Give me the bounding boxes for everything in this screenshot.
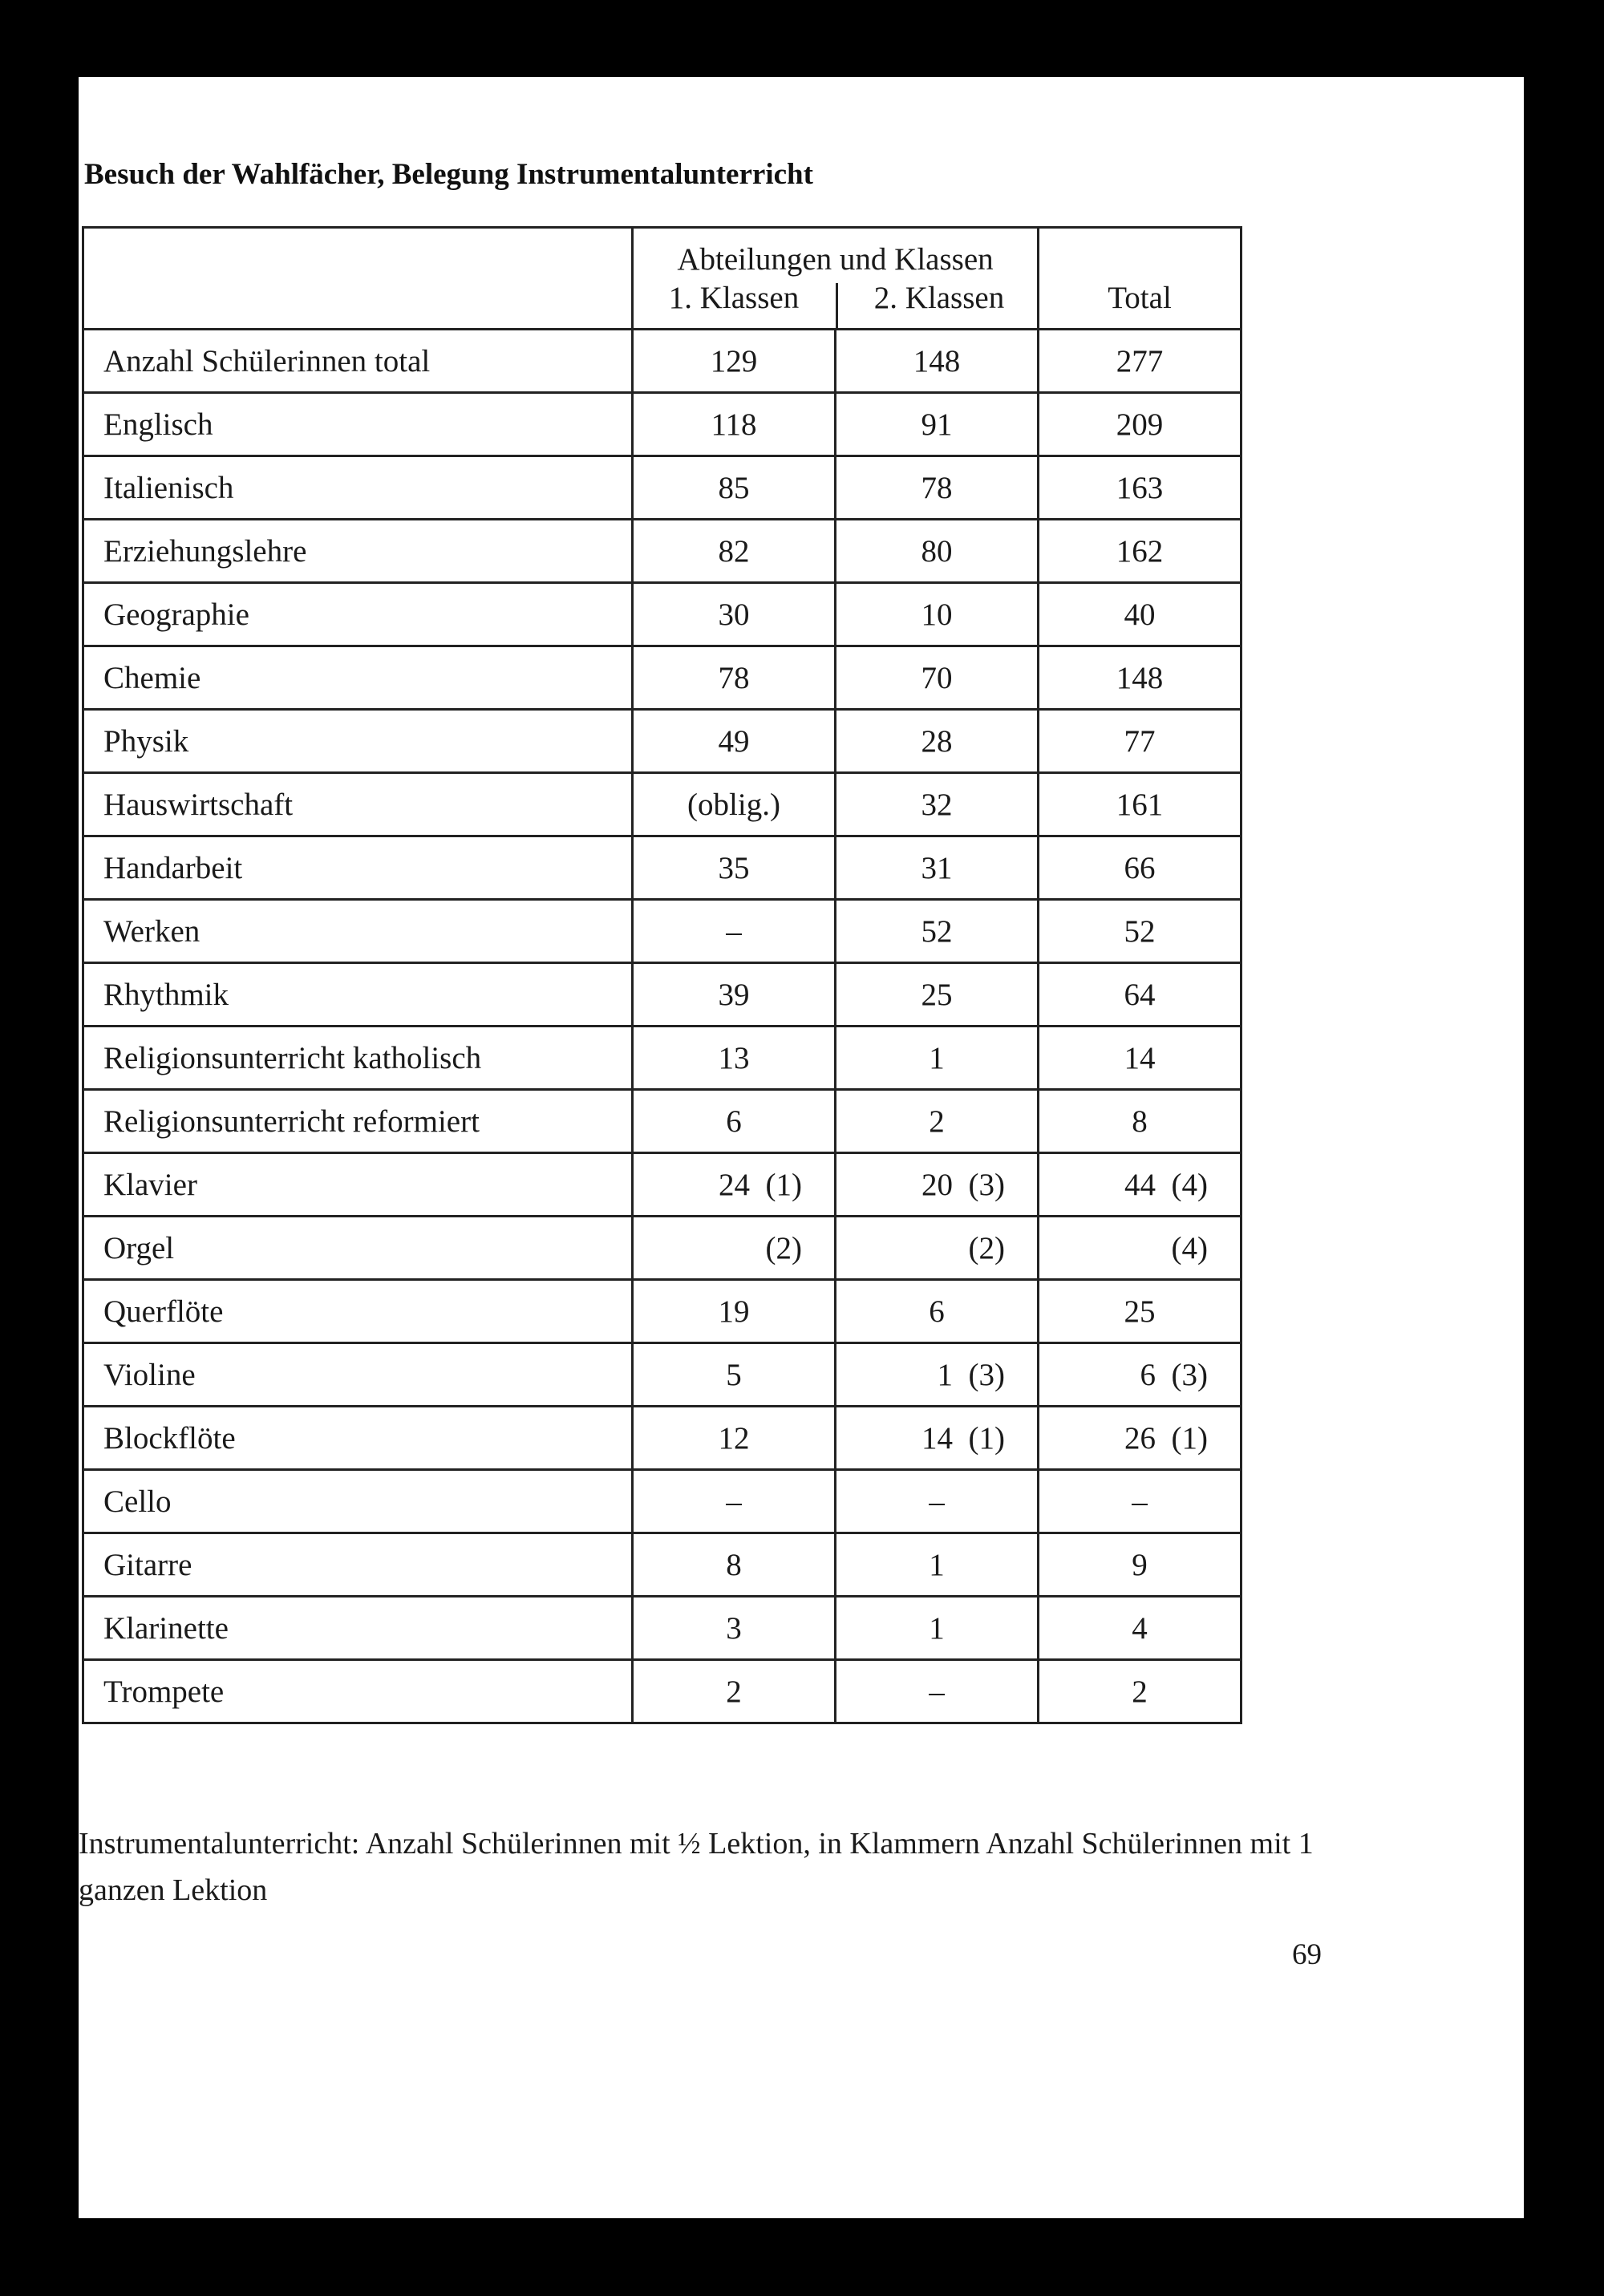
page-number: 69 [1292,1938,1322,1971]
cell-2-klassen: 148 [836,330,1039,393]
cell-total: 277 [1039,330,1241,393]
table-row [83,330,1241,393]
row-label: Blockflöte [83,1407,633,1470]
cell-total: 2 [1039,1660,1241,1723]
header-group-cell [633,228,1039,330]
cell-1-klassen: 2 [633,1660,836,1723]
cell-2-klassen: 25 [836,963,1039,1027]
cell-1-klassen: 13 [633,1027,836,1090]
row-label: Erziehungslehre [83,520,633,583]
cell-1-klassen: 30 [633,583,836,646]
cell-2-klassen: – [836,1470,1039,1533]
cell-total: 8 [1039,1090,1241,1153]
row-label: Cello [83,1470,633,1533]
table-row [83,520,1241,583]
cell-2-klassen: 91 [836,393,1039,456]
cell-1-klassen: 3 [633,1597,836,1660]
cell-total: 6 (3) [1039,1343,1241,1407]
row-label: Gitarre [83,1533,633,1597]
cell-1-klassen: 49 [633,710,836,773]
cell-total: 209 [1039,393,1241,456]
table-header-row [83,228,1241,330]
cell-1-klassen: 6 [633,1090,836,1153]
cell-1-klassen: 12 [633,1407,836,1470]
table-row [83,1470,1241,1533]
row-label: Italienisch [83,456,633,520]
cell-total: 4 [1039,1597,1241,1660]
table-row [83,1343,1241,1407]
table-row [83,1407,1241,1470]
table-body [83,228,1241,1723]
cell-2-klassen: 1 [836,1533,1039,1597]
table-row [83,1153,1241,1217]
table-row [83,1280,1241,1343]
row-label: Geographie [83,583,633,646]
table-row [83,773,1241,836]
table-row [83,963,1241,1027]
cell-2-klassen: 52 [836,900,1039,963]
table-row [83,1217,1241,1280]
cell-2-klassen: 1 (3) [836,1343,1039,1407]
cell-2-klassen: 1 [836,1597,1039,1660]
table-row [83,1090,1241,1153]
cell-total: 162 [1039,520,1241,583]
header-empty-cell [83,228,633,330]
cell-2-klassen: 78 [836,456,1039,520]
row-label: Religionsunterricht katholisch [83,1027,633,1090]
table-row [83,456,1241,520]
table-row [83,900,1241,963]
cell-total: 77 [1039,710,1241,773]
row-label: Rhythmik [83,963,633,1027]
cell-2-klassen: 6 [836,1280,1039,1343]
row-label: Anzahl Schülerinnen total [83,330,633,393]
table-row [83,1533,1241,1597]
row-label: Physik [83,710,633,773]
cell-total: 52 [1039,900,1241,963]
cell-total: 44 (4) [1039,1153,1241,1217]
row-label: Chemie [83,646,633,710]
cell-total: 163 [1039,456,1241,520]
cell-total: 26 (1) [1039,1407,1241,1470]
row-label: Handarbeit [83,836,633,900]
table-row [83,393,1241,456]
row-label: Werken [83,900,633,963]
cell-1-klassen: 118 [633,393,836,456]
cell-1-klassen: 78 [633,646,836,710]
cell-2-klassen: 80 [836,520,1039,583]
elective-courses-table [82,226,1242,1724]
row-label: Violine [83,1343,633,1407]
cell-1-klassen: (2) [633,1217,836,1280]
header-col-2-klassen: 2. Klassen [873,281,1005,315]
cell-2-klassen: 2 [836,1090,1039,1153]
cell-1-klassen: 5 [633,1343,836,1407]
cell-2-klassen: 10 [836,583,1039,646]
row-label: Klavier [83,1153,633,1217]
cell-total: 64 [1039,963,1241,1027]
cell-2-klassen: 1 [836,1027,1039,1090]
row-label: Hauswirtschaft [83,773,633,836]
row-label: Religionsunterricht reformiert [83,1090,633,1153]
cell-total: 66 [1039,836,1241,900]
cell-2-klassen: 14 (1) [836,1407,1039,1470]
cell-2-klassen: 70 [836,646,1039,710]
header-group-label: Abteilungen und Klassen [677,242,994,277]
cell-1-klassen: 85 [633,456,836,520]
cell-total: 25 [1039,1280,1241,1343]
table-title: Besuch der Wahlfächer, Belegung Instrumentalunterricht [84,158,813,191]
cell-2-klassen: – [836,1660,1039,1723]
table-row [83,1027,1241,1090]
cell-total: (4) [1039,1217,1241,1280]
footnote: Instrumentalunterricht: Anzahl Schülerinnen mit ½ Lektion, in Klammern Anzahl Schülerinnen mit 1 ganzen Lektion [79,1827,1314,1907]
cell-1-klassen: – [633,900,836,963]
cell-total: 14 [1039,1027,1241,1090]
cell-2-klassen: 31 [836,836,1039,900]
cell-total: 161 [1039,773,1241,836]
cell-2-klassen: 32 [836,773,1039,836]
cell-1-klassen: – [633,1470,836,1533]
cell-1-klassen: 129 [633,330,836,393]
table-row [83,836,1241,900]
row-label: Englisch [83,393,633,456]
row-label: Klarinette [83,1597,633,1660]
table-row [83,646,1241,710]
cell-1-klassen: 39 [633,963,836,1027]
cell-1-klassen: (oblig.) [633,773,836,836]
table-row [83,710,1241,773]
header-col-1-klassen: 1. Klassen [668,281,800,315]
header-total-cell [1039,228,1241,330]
cell-total: – [1039,1470,1241,1533]
table-row [83,583,1241,646]
row-label: Orgel [83,1217,633,1280]
cell-total: 40 [1039,583,1241,646]
cell-2-klassen: 28 [836,710,1039,773]
table-row [83,1660,1241,1723]
cell-1-klassen: 35 [633,836,836,900]
cell-total: 9 [1039,1533,1241,1597]
row-label: Querflöte [83,1280,633,1343]
row-label: Trompete [83,1660,633,1723]
cell-total: 148 [1039,646,1241,710]
table-row [83,1597,1241,1660]
header-total-label: Total [1108,281,1172,315]
cell-2-klassen: 20 (3) [836,1153,1039,1217]
cell-1-klassen: 8 [633,1533,836,1597]
cell-2-klassen: (2) [836,1217,1039,1280]
cell-1-klassen: 24 (1) [633,1153,836,1217]
cell-1-klassen: 19 [633,1280,836,1343]
header-divider [836,283,838,328]
cell-1-klassen: 82 [633,520,836,583]
